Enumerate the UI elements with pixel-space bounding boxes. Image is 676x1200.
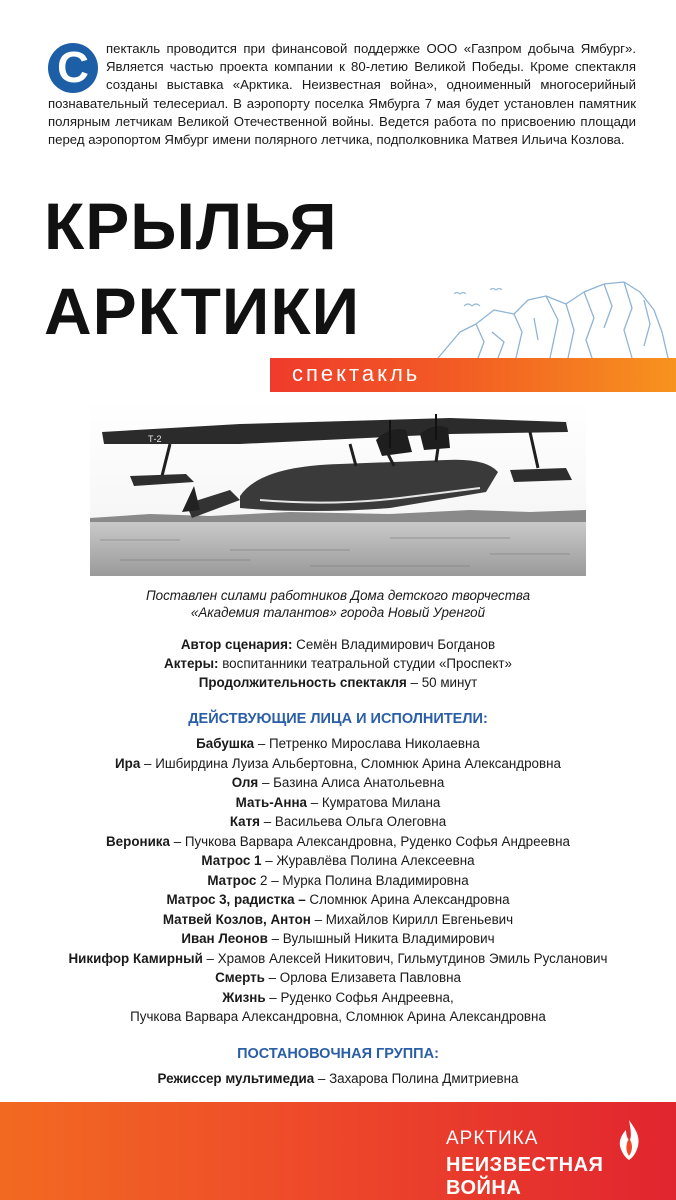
cast-row bbox=[0, 756, 676, 771]
crew-person: – Захарова Полина Дмитриевна bbox=[314, 1071, 519, 1086]
cast-actors: – Базина Алиса Анатольевна bbox=[258, 775, 445, 790]
cast-row bbox=[0, 795, 676, 810]
cast-row bbox=[0, 892, 676, 907]
cast-actors: – Петренко Мирослава Николаевна bbox=[254, 736, 480, 751]
cast-role: Матвей Козлов, Антон bbox=[162, 912, 311, 927]
actors-label: Актеры: bbox=[164, 656, 219, 671]
staged-by-line-2: «Академия талантов» города Новый Уренгой bbox=[190, 605, 486, 620]
cast-actors: – Орлова Елизавета Павловна bbox=[264, 970, 461, 985]
author-value: Семён Владимирович Богданов bbox=[292, 637, 496, 652]
cast-role: Бабушка bbox=[196, 736, 255, 751]
duration-label: Продолжительность спектакля bbox=[198, 675, 407, 690]
svg-text:Т-2: Т-2 bbox=[148, 434, 162, 444]
cast-row bbox=[0, 814, 676, 829]
title-line-2: АРКТИКИ bbox=[44, 274, 361, 348]
crew-heading: ПОСТАНОВОЧНАЯ ГРУППА: bbox=[237, 1046, 439, 1062]
title-line-1: КРЫЛЬЯ bbox=[44, 189, 338, 263]
cast-continuation: Пучкова Варвара Александровна, Сломнюк Арина Александровна bbox=[130, 1009, 546, 1024]
footer-banner bbox=[0, 1102, 676, 1200]
cast-role: Иван Леонов bbox=[181, 931, 268, 946]
seaplane-photo bbox=[90, 400, 586, 576]
duration-value: – 50 минут bbox=[406, 675, 478, 690]
cast-role: Жизнь bbox=[222, 990, 266, 1005]
cast-actors: Сломнюк Арина Александровна bbox=[305, 892, 510, 907]
cast-actors: – Ишбирдина Луиза Альбертовна, Сломнюк Арина Александровна bbox=[140, 756, 561, 771]
crew-row bbox=[0, 1071, 676, 1086]
author-label: Автор сценария: bbox=[180, 637, 293, 652]
intro-text: пектакль проводится при финансовой поддержке ООО «Газпром добыча Ямбург». Является частью проекта компании к 80-летию Великой Победы. Кроме спектакля созданы выставка «Арктика. Неизвестная война», одноименный многосерийный познавательный телесериал. В аэропорту поселка Ямбурга 7 мая будет установлен памятник полярным летчикам Великой Отечественной войны. Ведется работа по присвоению площади перед аэропортом Ямбург имени полярного летчика, подполковника Матвея Ильича Козлова. bbox=[48, 41, 636, 148]
cast-row bbox=[0, 912, 676, 927]
cast-role: Никифор Камирный bbox=[68, 951, 203, 966]
crew-role: Режиссер мультимедиа bbox=[157, 1071, 315, 1086]
banner-label: спектакль bbox=[292, 361, 421, 386]
cast-role: Мать-Анна bbox=[235, 795, 307, 810]
iceberg-illustration bbox=[418, 270, 676, 370]
staged-by-line-1: Поставлен силами работников Дома детского творчества bbox=[145, 588, 531, 603]
cast-heading: ДЕЙСТВУЮЩИЕ ЛИЦА И ИСПОЛНИТЕЛИ: bbox=[188, 711, 488, 727]
cast-row bbox=[0, 970, 676, 985]
cast-actors: – Васильева Ольга Олеговна bbox=[260, 814, 447, 829]
footer-line-2: НЕИЗВЕСТНАЯ ВОЙНА bbox=[446, 1154, 604, 1199]
cast-actors: – Пучкова Варвара Александровна, Руденко Софья Андреевна bbox=[169, 834, 570, 849]
flame-icon bbox=[614, 1118, 644, 1162]
cast-actors: – Журавлёва Полина Алексеевна bbox=[261, 853, 475, 868]
footer-line-1: АРКТИКА bbox=[446, 1128, 539, 1149]
cast-role: Ира bbox=[115, 756, 141, 771]
author-line bbox=[0, 637, 676, 652]
cast-row bbox=[0, 853, 676, 868]
cast-row bbox=[0, 931, 676, 946]
cast-row bbox=[0, 873, 676, 888]
cast-row bbox=[0, 736, 676, 751]
actors-line bbox=[0, 656, 676, 671]
cast-actors: 2 – Мурка Полина Владимировна bbox=[256, 873, 469, 888]
cast-row bbox=[0, 775, 676, 790]
cast-actors: – Михайлов Кирилл Евгеньевич bbox=[310, 912, 514, 927]
duration-line bbox=[0, 675, 676, 690]
cast-actors: – Храмов Алексей Никитович, Гильмутдинов Эмиль Русланович bbox=[202, 951, 608, 966]
intro-paragraph bbox=[48, 40, 636, 149]
cast-role: Матрос 1 bbox=[201, 853, 262, 868]
cast-row bbox=[0, 951, 676, 966]
cast-role: Смерть bbox=[215, 970, 265, 985]
dropcap-letter: С bbox=[48, 43, 98, 93]
cast-row bbox=[0, 834, 676, 849]
spectacle-banner bbox=[270, 358, 676, 392]
cast-actors: – Кумратова Милана bbox=[306, 795, 441, 810]
cast-role: Матрос 3, радистка – bbox=[166, 892, 306, 907]
cast-actors: – Руденко Софья Андреевна, bbox=[265, 990, 454, 1005]
cast-role: Оля bbox=[231, 775, 259, 790]
cast-role: Матрос bbox=[207, 873, 257, 888]
cast-row bbox=[0, 990, 676, 1005]
cast-role: Катя bbox=[229, 814, 260, 829]
cast-actors: – Вулышный Никита Владимирович bbox=[267, 931, 495, 946]
actors-value: воспитанники театральной студии «Проспект» bbox=[218, 656, 512, 671]
cast-role: Вероника bbox=[106, 834, 170, 849]
